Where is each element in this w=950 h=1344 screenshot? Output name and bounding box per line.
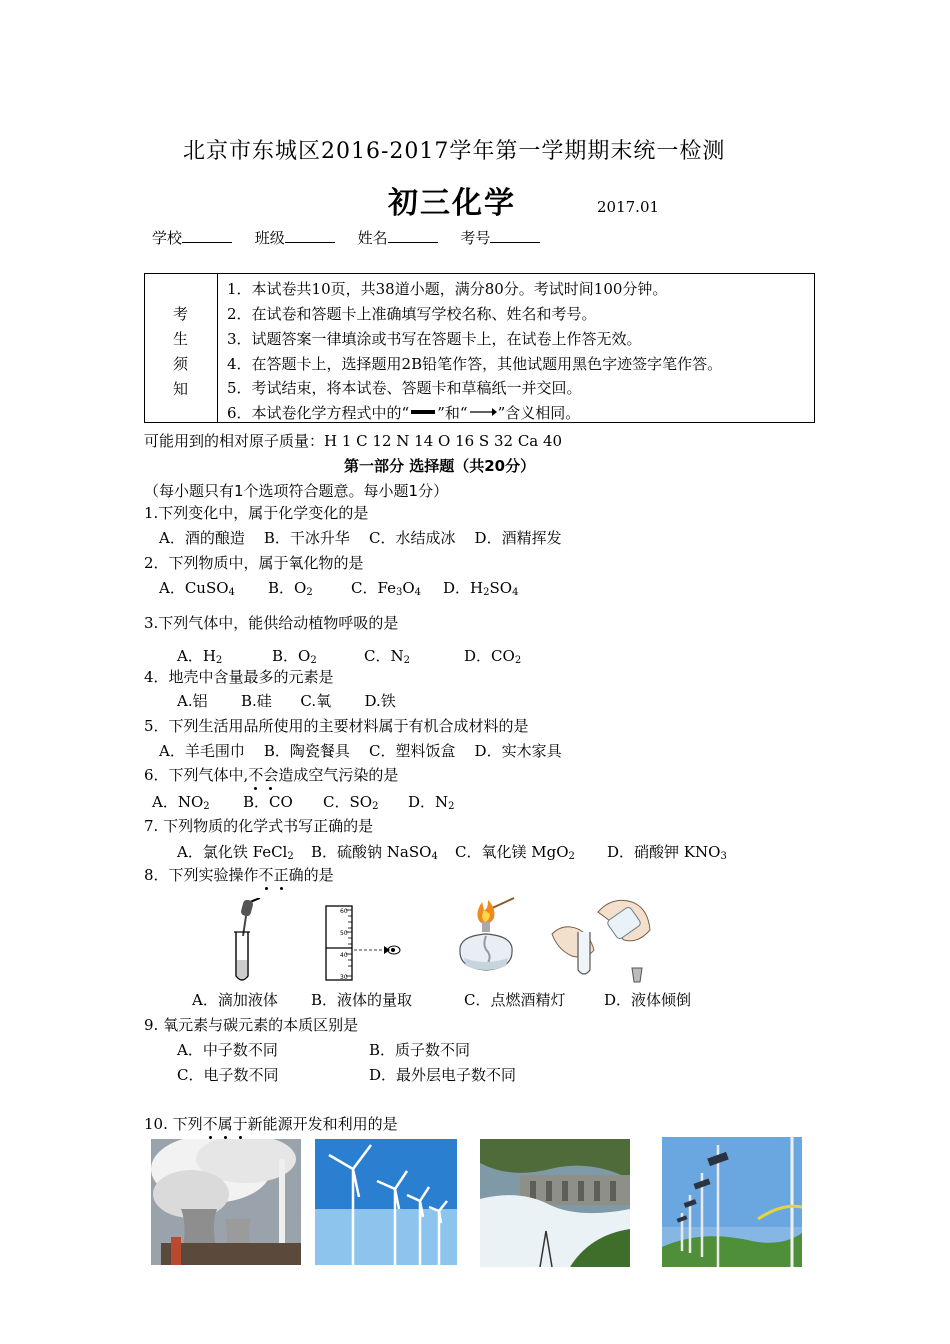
exam-notes-box [144, 273, 815, 423]
q3-option-d: D．$CO_2$ [464, 647, 522, 666]
q6-option-b: B．CO [243, 793, 293, 811]
q9-option-c: C．电子数不同 [177, 1066, 279, 1084]
cylinder-mark-40: 40 [340, 952, 348, 959]
q6-option-c: C．$SO_2$ [323, 793, 379, 812]
equals-symbol [409, 408, 437, 414]
notes-item-6-mid: ”和“ [437, 404, 468, 422]
notes-side-char-3: 须 [173, 355, 189, 373]
notes-item-6-pre: 6．本试卷化学方程式中的“ [227, 404, 410, 422]
q5-stem: 5．下列生活用品所使用的主要材料属于有机合成材料的是 [144, 717, 529, 735]
q7-option-c: C．氧化镁 MgO$_2$ [455, 843, 575, 862]
q8-option-c: C．点燃酒精灯 [464, 991, 566, 1009]
page-subtitle: 初三化学 [388, 186, 516, 221]
q8-option-d: D．液体倾倒 [604, 991, 692, 1009]
q1-options: A．酒的酿造 B．干冰升华 C．水结成冰 D．酒精挥发 [159, 529, 562, 547]
section-instruction: （每小题只有1个选项符合题意。每小题1分） [144, 482, 449, 500]
page-title: 北京市东城区2016-2017学年第一学期期末统一检测 [183, 139, 726, 164]
q2-option-d: D．$H_2SO_4$ [443, 579, 519, 598]
q8-stem: 8．下列实验操作不正确的是 [144, 866, 334, 884]
q7-stem: 7. 下列物质的化学式书写正确的是 [144, 817, 374, 835]
q6-option-a: A．$NO_2$ [152, 793, 210, 812]
q1-stem: 1.下列变化中，属于化学变化的是 [144, 504, 369, 522]
field-school-label: 学校 [152, 229, 183, 247]
cylinder-mark-50: 50 [340, 930, 348, 937]
q10-stem: 10. 下列不属于新能源开发和利用的是 [144, 1115, 398, 1133]
notes-item-6-post: ”含义相同。 [497, 404, 581, 422]
wind-turbines-photo [315, 1139, 457, 1265]
field-school-blank [182, 228, 232, 243]
q2-option-c: C．$Fe_3O_4$ [351, 579, 422, 598]
field-name-label: 姓名 [357, 229, 388, 247]
q3-option-b: B．$O_2$ [272, 647, 317, 666]
cylinder-mark-30: 30 [340, 974, 348, 981]
q2-option-b: B．$O_2$ [268, 579, 313, 598]
q7-option-a: A．氯化铁 FeCl$_2$ [177, 843, 294, 862]
q9-option-a: A．中子数不同 [177, 1041, 278, 1059]
measuring-cylinder-figure [318, 904, 404, 982]
cylinder-mark-60: 60 [340, 908, 348, 915]
exam-date: 2017.01 [597, 198, 660, 216]
notes-side-char-2: 生 [173, 330, 189, 348]
notes-side-label [145, 274, 218, 422]
q2-option-a: A．CuSO$_4$ [159, 579, 235, 598]
q9-option-d: D．最外层电子数不同 [369, 1066, 517, 1084]
notes-item-2: 2．在试卷和答题卡上准确填写学校名称、姓名和考号。 [227, 305, 597, 323]
notes-item-5: 5．考试结束，将本试卷、答题卡和草稿纸一并交回。 [227, 379, 582, 397]
q3-option-a: A．$H_2$ [177, 647, 223, 666]
field-class-label: 班级 [254, 229, 285, 247]
notes-item-3: 3．试题答案一律填涂或书写在答题卡上，在试卷上作答无效。 [227, 330, 642, 348]
solar-street-lights-photo [662, 1137, 802, 1267]
q8-option-a: A．滴加液体 [192, 991, 278, 1009]
q5-options: A．羊毛围巾 B．陶瓷餐具 C．塑料饭盒 D．实木家具 [159, 742, 562, 760]
q4-stem: 4．地壳中含量最多的元素是 [144, 668, 334, 686]
dropper-test-tube-figure [226, 898, 266, 984]
section-title: 第一部分 选择题（共20分） [344, 457, 536, 475]
notes-item-6 [227, 402, 580, 423]
notes-side-char-1: 考 [173, 305, 189, 323]
q3-option-c: C．$N_2$ [364, 647, 410, 666]
field-name-blank [388, 228, 438, 243]
notes-item-4: 4．在答题卡上，选择题用2B铅笔作答，其他试题用黑色字迹签字笔作答。 [227, 355, 723, 373]
field-class-blank [285, 228, 335, 243]
liquid-pouring-figure [550, 894, 654, 984]
field-number-label: 考号 [460, 229, 491, 247]
q6-stem: 6．下列气体中,不会造成空气污染的是 [144, 766, 399, 784]
q4-options: A.铝 B.硅 C.氧 D.铁 [177, 692, 396, 710]
alcohol-lamp-figure [452, 896, 526, 980]
q7-option-b: B．硫酸钠 NaSO$_4$ [311, 843, 438, 862]
q9-stem: 9. 氧元素与碳元素的本质区别是 [144, 1016, 359, 1034]
field-number-blank [490, 228, 540, 243]
arrow-symbol [468, 403, 498, 413]
notes-side-char-4: 知 [173, 380, 189, 398]
hydropower-dam-photo [480, 1139, 630, 1267]
q9-option-b: B．质子数不同 [369, 1041, 471, 1059]
q2-stem: 2．下列物质中，属于氧化物的是 [144, 554, 364, 572]
q7-option-d: D．硝酸钾 $KNO_3$ [607, 843, 727, 862]
q3-stem: 3.下列气体中，能供给动植物呼吸的是 [144, 614, 399, 632]
q8-option-b: B．液体的量取 [311, 991, 413, 1009]
notes-item-1: 1．本试卷共10页，共38道小题，满分80分。考试时间100分钟。 [227, 280, 668, 298]
q6-option-d: D．$N_2$ [408, 793, 455, 812]
student-info-fields [152, 228, 558, 247]
atomic-masses: 可能用到的相对原子质量：H 1 C 12 N 14 O 16 S 32 Ca 40 [144, 432, 563, 450]
power-plant-photo [151, 1139, 301, 1265]
